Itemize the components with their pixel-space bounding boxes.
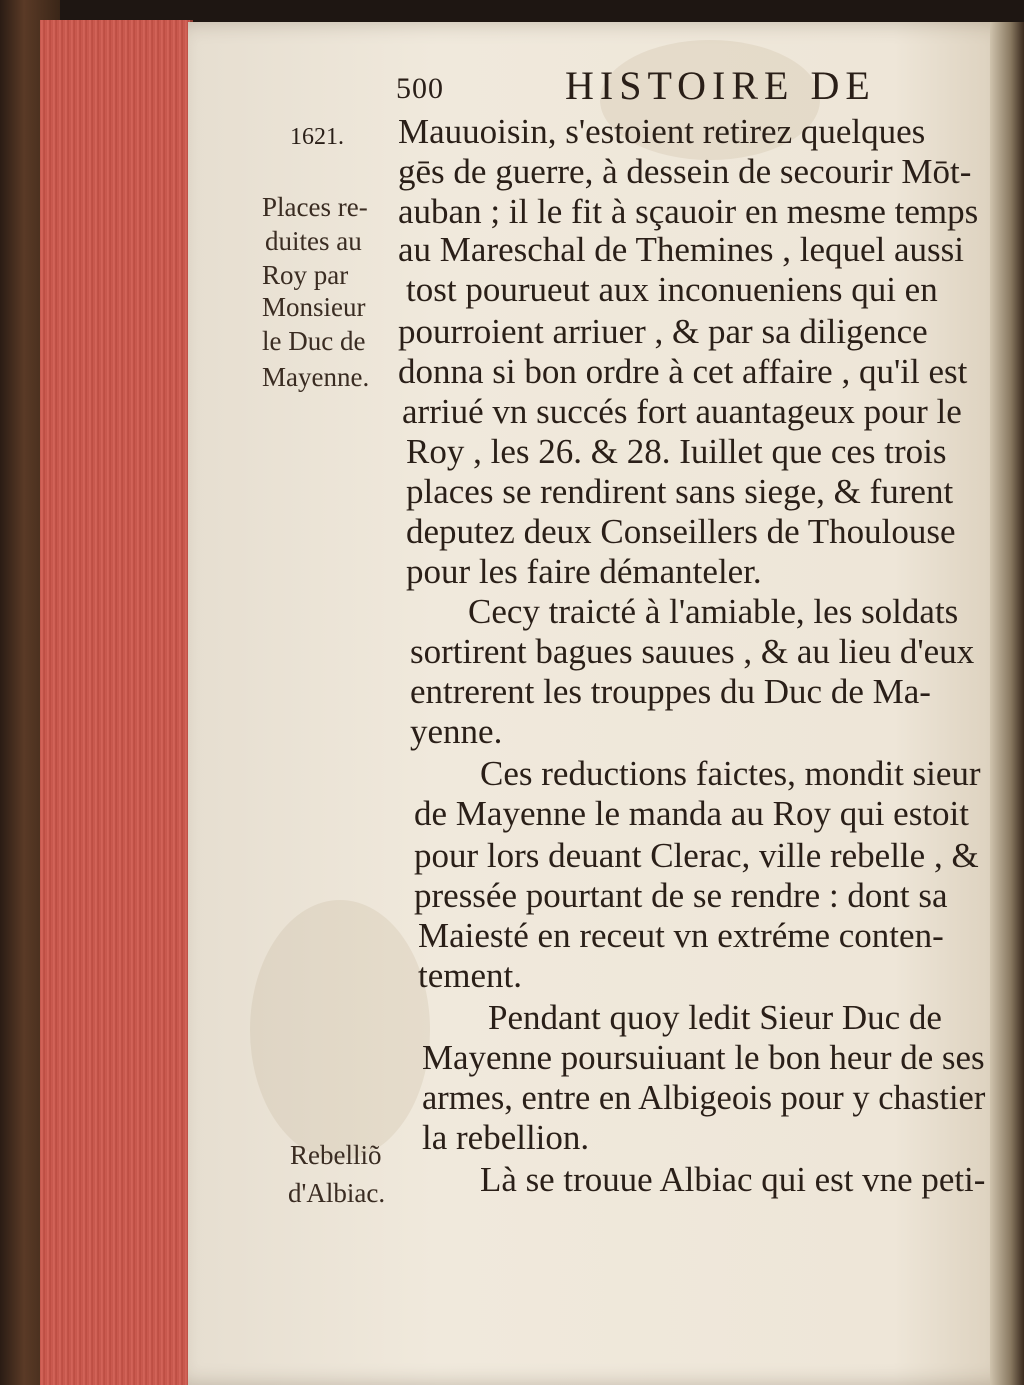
body-line: arriué vn succés fort auantageux pour le <box>402 392 962 431</box>
paper-stain <box>250 900 430 1160</box>
body-line: Pendant quoy ledit Sieur Duc de <box>488 998 942 1037</box>
body-line: deputez deux Conseillers de Thoulouse <box>406 512 956 551</box>
body-line: tost pourueut aux inconueniens qui en <box>406 270 938 309</box>
body-line: gēs de guerre, à dessein de secourir Mōt- <box>398 152 972 191</box>
body-line: au Mareschal de Themines , lequel aussi <box>398 230 964 269</box>
body-line: Là se trouue Albiac qui est vne peti- <box>480 1160 986 1199</box>
body-line: tement. <box>418 956 522 995</box>
page-gutter-shadow <box>990 22 1024 1385</box>
margin-note-line: Roy par <box>262 260 349 290</box>
body-line: pressée pourtant de se rendre : dont sa <box>414 876 948 915</box>
body-line: places se rendirent sans siege, & furent <box>406 472 954 511</box>
body-line: donna si bon ordre à cet affaire , qu'il est <box>398 352 968 391</box>
body-line: auban ; il le fit à sçauoir en mesme temps <box>398 192 979 231</box>
running-title: HISTOIRE DE <box>565 63 876 108</box>
body-line: pour lors deuant Clerac, ville rebelle , & <box>414 836 979 875</box>
body-line: Roy , les 26. & 28. Iuillet que ces trois <box>406 432 947 471</box>
body-line: Mayenne poursuiuant le bon heur de ses <box>422 1038 985 1077</box>
margin-note-line: d'Albiac. <box>288 1178 386 1208</box>
margin-note-line: Monsieur <box>262 292 366 322</box>
body-line: sortirent bagues sauues , & au lieu d'eux <box>410 632 975 671</box>
body-line: de Mayenne le manda au Roy qui estoit <box>414 794 969 833</box>
body-line: Cecy traicté à l'amiable, les soldats <box>468 592 959 631</box>
body-line: pour les faire démanteler. <box>406 552 762 591</box>
body-line: entrerent les trouppes du Duc de Ma- <box>410 672 931 711</box>
margin-note-line: Mayenne. <box>262 362 370 392</box>
margin-note-line: le Duc de <box>262 326 366 356</box>
margin-note-line: Places re- <box>262 192 368 222</box>
margin-year: 1621. <box>290 124 344 150</box>
body-line: yenne. <box>410 712 503 751</box>
margin-note-line: Rebelliõ <box>290 1140 382 1170</box>
page-number: 500 <box>396 72 444 105</box>
body-line: la rebellion. <box>422 1118 590 1157</box>
body-line: Maiesté en receut vn extréme conten- <box>418 916 944 955</box>
margin-note-line: duites au <box>265 226 362 256</box>
body-line: pourroient arriuer , & par sa diligence <box>398 312 928 351</box>
body-line: Mauuoisin, s'estoient retirez quelques <box>398 112 926 151</box>
page-fore-edge <box>40 20 193 1385</box>
body-line: armes, entre en Albigeois pour y chastier <box>422 1078 986 1117</box>
body-line: Ces reductions faictes, mondit sieur <box>480 754 981 793</box>
